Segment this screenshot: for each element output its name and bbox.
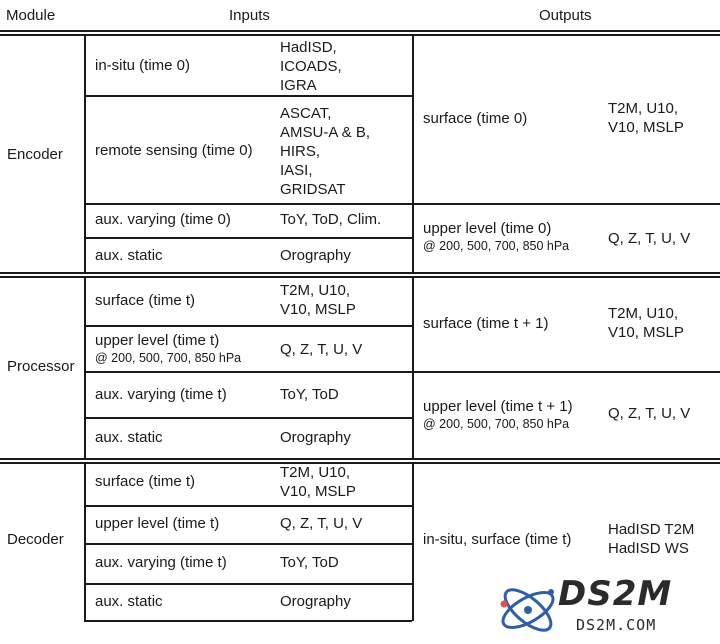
top-rule-2 [0, 34, 720, 36]
proc-vars-upper: Q, Z, T, U, V [280, 341, 363, 358]
top-rule-1 [0, 30, 720, 32]
vline-left-enc [84, 34, 86, 274]
proc-vars-auxvar: ToY, ToD [280, 386, 339, 403]
proc-row-rule-2 [84, 371, 720, 373]
enc-row-rule-2 [84, 203, 720, 205]
dec-bottom-rule [84, 620, 412, 622]
proc-output-upper-sub: @ 200, 500, 700, 850 hPa [423, 417, 570, 431]
proc-output-surface-vars: T2M, U10, V10, MSLP [608, 305, 684, 341]
proc-vars-surface: T2M, U10, V10, MSLP [280, 282, 356, 318]
proc-row-rule-1 [84, 325, 412, 327]
proc-input-auxstatic: aux. static [95, 429, 163, 446]
enc-input-auxvar: aux. varying (time 0) [95, 211, 231, 228]
watermark-url: DS2M.COM [576, 616, 657, 634]
module-encoder: Encoder [7, 146, 63, 163]
enc-output-upper-sub: @ 200, 500, 700, 850 hPa [423, 239, 570, 253]
dec-output-insitu: in-situ, surface (time t) [423, 531, 572, 548]
vline-left-dec [84, 462, 86, 621]
vline-left-proc [84, 276, 86, 460]
dec-input-auxvar: aux. varying (time t) [95, 554, 227, 571]
module-decoder: Decoder [7, 531, 64, 548]
header-inputs: Inputs [229, 7, 270, 24]
header-outputs: Outputs [539, 7, 592, 24]
dec-row-rule-3 [84, 583, 412, 585]
proc-input-upper: upper level (time t) [95, 332, 220, 349]
enc-vars-insitu: HadISD, ICOADS, IGRA [280, 39, 342, 94]
enc-input-auxstatic: aux. static [95, 247, 163, 264]
proc-input-upper-sub: @ 200, 500, 700, 850 hPa [95, 351, 242, 365]
enc-row-rule-3 [84, 237, 412, 239]
enc-output-upper-vars: Q, Z, T, U, V [608, 230, 691, 247]
watermark-brand: DS2M [558, 574, 673, 614]
enc-vars-auxstatic: Orography [280, 247, 351, 264]
enc-bottom-rule-2 [0, 276, 720, 278]
proc-output-upper-vars: Q, Z, T, U, V [608, 405, 691, 422]
proc-bottom-rule-2 [0, 462, 720, 464]
enc-row-rule-1 [84, 95, 412, 97]
enc-vars-remote: ASCAT, AMSU-A & B, HIRS, IASI, GRIDSAT [280, 105, 371, 198]
enc-bottom-rule-1 [0, 272, 720, 274]
dec-vars-upper: Q, Z, T, U, V [280, 515, 363, 532]
atom-logo-icon [496, 570, 562, 644]
enc-output-upper: upper level (time 0) [423, 220, 552, 237]
proc-bottom-rule-1 [0, 458, 720, 460]
dec-output-insitu-vars: HadISD T2M HadISD WS [608, 521, 695, 557]
proc-input-surface: surface (time t) [95, 292, 196, 309]
proc-output-surface: surface (time t + 1) [423, 315, 549, 332]
vline-mid-proc [412, 276, 414, 460]
dec-row-rule-1 [84, 505, 412, 507]
dec-vars-surface: T2M, U10, V10, MSLP [280, 464, 356, 500]
dec-input-auxstatic: aux. static [95, 593, 163, 610]
vline-mid-dec [412, 462, 414, 621]
dec-vars-auxvar: ToY, ToD [280, 554, 339, 571]
proc-output-upper: upper level (time t + 1) [423, 398, 573, 415]
dec-row-rule-2 [84, 543, 412, 545]
header-module: Module [6, 7, 56, 24]
dec-input-surface: surface (time t) [95, 473, 196, 490]
proc-vars-auxstatic: Orography [280, 429, 351, 446]
dec-vars-auxstatic: Orography [280, 593, 351, 610]
proc-row-rule-3 [84, 417, 412, 419]
enc-output-surface-vars: T2M, U10, V10, MSLP [608, 100, 684, 136]
enc-output-surface: surface (time 0) [423, 110, 528, 127]
module-processor: Processor [7, 358, 75, 375]
enc-vars-auxvar: ToY, ToD, Clim. [280, 211, 382, 228]
enc-input-insitu: in-situ (time 0) [95, 57, 191, 74]
dec-input-upper: upper level (time t) [95, 515, 220, 532]
watermark-logo [496, 570, 720, 644]
vline-mid-enc [412, 34, 414, 274]
enc-input-remote: remote sensing (time 0) [95, 142, 253, 159]
proc-input-auxvar: aux. varying (time t) [95, 386, 227, 403]
